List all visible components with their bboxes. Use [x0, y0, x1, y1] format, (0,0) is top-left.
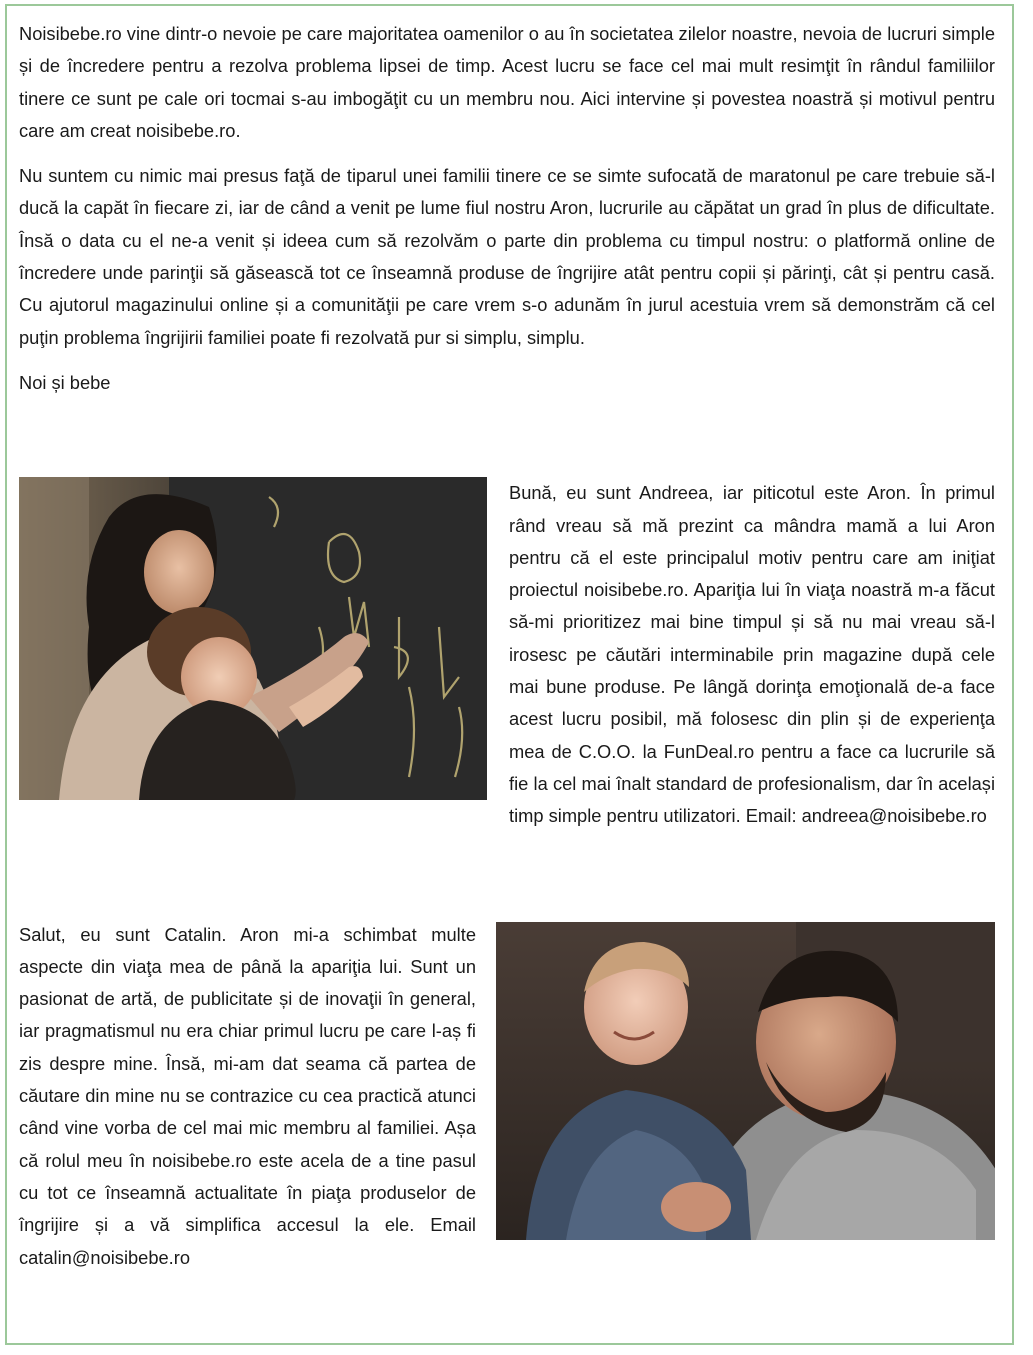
content-area	[19, 18, 995, 1274]
intro-paragraph-2: Nu suntem cu nimic mai presus faţă de tiparul unei familii tinere ce se simte sufocată de maratonul pe care trebuie să-l ducă la capăt în fiecare zi, iar de când a venit pe lume fiul nostru Aron, lucrurile au căpătat un grad în plus de dificultate. Însă o data cu el ne-a venit și ideea cum să rezolvăm o parte din problema cu timpul nostru: o platformă online de încredere unde parinţii să găsească tot ce înseamnă produse de îngrijire atât pentru copii și părinţi, cât și pentru casă. Cu ajutorul magazinului online și a comunităţii pe care vrem s-o adunăm în jurul acestuia vrem să demonstrăm că cel puţin problema îngrijirii familiei poate fi rezolvată pur si simplu, simplu.	[19, 165, 995, 348]
catalin-aron-photo	[496, 922, 995, 1240]
andreea-aron-photo	[19, 477, 487, 800]
andreea-bio: Bună, eu sunt Andreea, iar piticotul este Aron. În primul rând vreau să mă prezint ca mândra mamă a lui Aron pentru că el este principalul motiv pentru care am iniţiat proiectul noisibebe.ro. Apariţia lui în viaţa noastră m-a făcut să-mi prioritizez mai bine timpul și să nu mai vreau să-l irosesc pe căutări interminabile prin magazine după cele mai bune produse. Pe lângă dorinţa emoţională de-a face acest lucru posibil, mă folosesc din plin și de experienţa mea de C.O.O. la FunDeal.ro pentru a face ca lucrurile să fie la cel mai înalt standard de profesionalism, dar în același timp simple pentru utilizatori. Email: andreea@noisibebe.ro	[509, 482, 995, 827]
page-frame	[5, 4, 1014, 1345]
intro-signature: Noi și bebe	[19, 371, 111, 393]
catalin-bio: Salut, eu sunt Catalin. Aron mi-a schimbat multe aspecte din viaţa mea de până la apariţia lui. Sunt un pasionat de artă, de publicitate și de inovaţii în general, iar pragmatismul nu era chiar primul lucru pe care l-aș fi zis despre mine. Însă, mi-am dat seama că partea de căutare din mine nu se contrazice cu cea practică atunci când vine vorba de cel mai mic membru al familiei. Așa că rolul meu în noisibebe.ro este acela de a tine pasul cu tot ce înseamnă actualitate în piaţa produselor de îngrijire și a vă simplifica accesul la ele. Email catalin@noisibebe.ro	[19, 923, 476, 1268]
catalin-section	[19, 919, 995, 1274]
intro-paragraph-1: Noisibebe.ro vine dintr-o nevoie pe care majoritatea oamenilor o au în societatea zilelor noastre, nevoia de lucruri simple și de încredere pentru a rezolva problema lipsei de timp. Acest lucru se face cel mai mult resimţit în rândul familiilor tinere ce sunt pe cale ori tocmai s-au imbogăţit cu un membru nou. Aici intervine și povestea noastră și motivul pentru care am creat noisibebe.ro.	[19, 23, 995, 141]
andreea-section	[19, 477, 995, 832]
